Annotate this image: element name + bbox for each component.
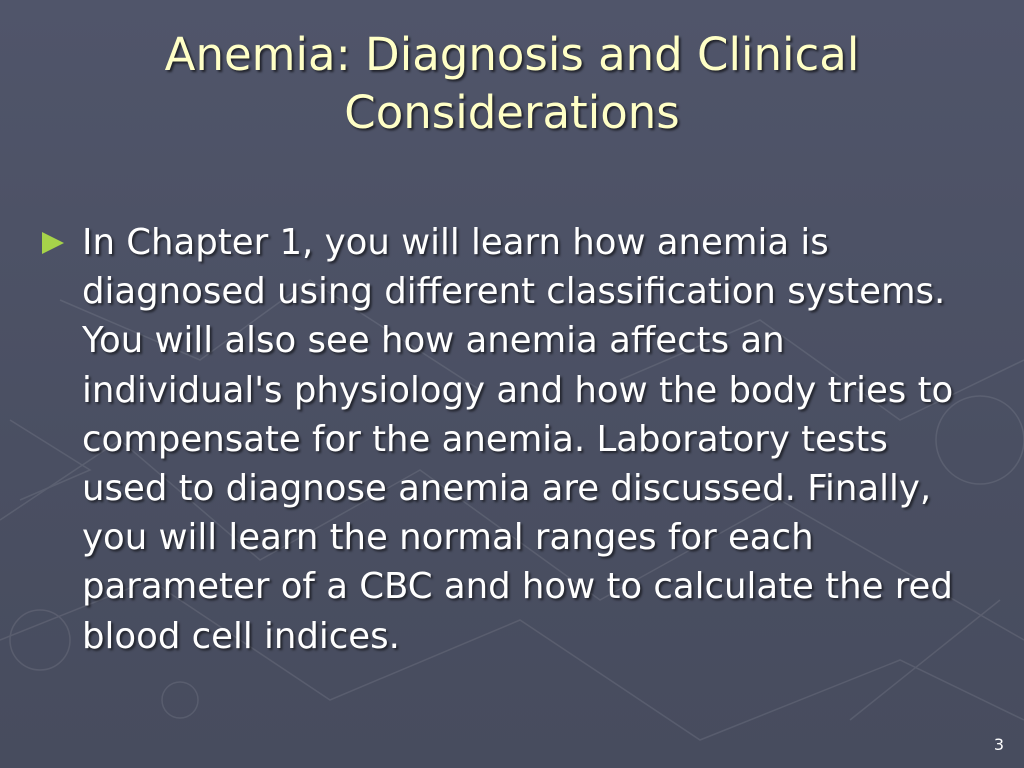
bullet-item	[42, 218, 982, 661]
slide-title: Anemia: Diagnosis and Clinical Considerations	[164, 28, 860, 139]
triangle-bullet-icon	[42, 232, 64, 254]
page-number: 3	[993, 735, 1004, 754]
bullet-text: In Chapter 1, you will learn how anemia is diagnosed using different classification systems. You will also see how anemia affects an individual's physiology and how the body tries to compensate for the anemia. Laboratory tests used to diagnose anemia are discussed. Finally, you will learn the normal ranges for each parameter of a CBC and how to calculate the red blood cell indices.	[82, 222, 954, 657]
